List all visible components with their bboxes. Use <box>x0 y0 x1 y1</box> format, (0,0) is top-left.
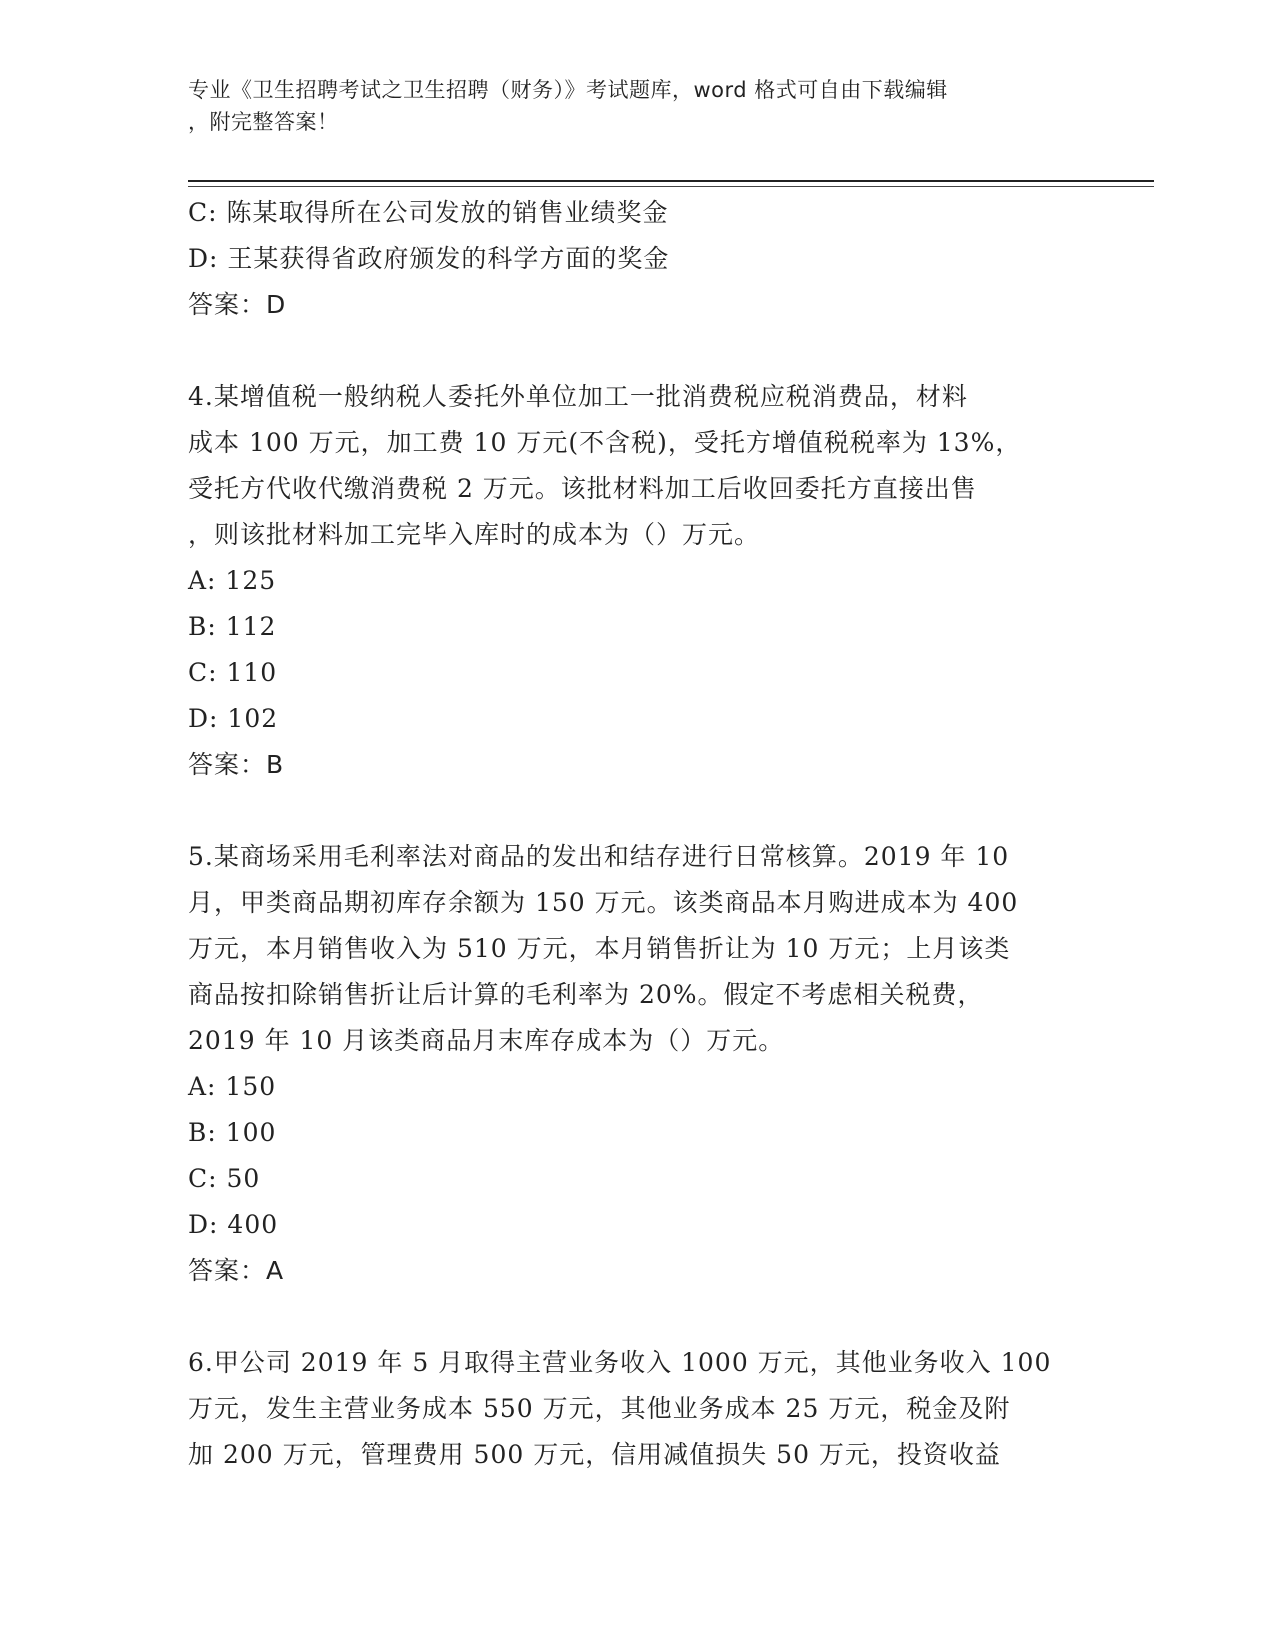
q3-option-d: D: 王某获得省政府颁发的科学方面的奖金 <box>188 244 670 273</box>
header-rule-thick <box>188 180 1154 182</box>
q4-option-d: D: 102 <box>188 704 279 733</box>
document-body <box>188 190 1088 1478</box>
q4-option-c: C: 110 <box>188 658 278 687</box>
q5-option-b: B: 100 <box>188 1118 277 1147</box>
q4-option-b: B: 112 <box>188 612 277 641</box>
document-header <box>188 74 1068 138</box>
q5-stem-line-4: 商品按扣除销售折让后计算的毛利率为 20%。假定不考虑相关税费， <box>188 980 984 1009</box>
q6-stem-line-1: 6.甲公司 2019 年 5 月取得主营业务收入 1000 万元，其他业务收入 100 <box>188 1348 1052 1377</box>
q4-option-a: A: 125 <box>188 566 277 595</box>
q5-stem-line-1: 5.某商场采用毛利率法对商品的发出和结存进行日常核算。2019 年 10 <box>188 842 1010 871</box>
spacer <box>188 788 1088 834</box>
spacer <box>188 328 1088 374</box>
q6-stem-line-2: 万元，发生主营业务成本 550 万元，其他业务成本 25 万元，税金及附 <box>188 1394 1011 1423</box>
q5-answer: 答案：A <box>188 1256 285 1285</box>
q5-option-c: C: 50 <box>188 1164 261 1193</box>
q5-option-d: D: 400 <box>188 1210 279 1239</box>
q3-answer: 答案：D <box>188 290 287 319</box>
q4-stem-line-1: 4.某增值税一般纳税人委托外单位加工一批消费税应税消费品，材料 <box>188 382 968 411</box>
q3-option-c: C: 陈某取得所在公司发放的销售业绩奖金 <box>188 198 669 227</box>
header-line-1: 专业《卫生招聘考试之卫生招聘（财务）》考试题库，word 格式可自由下载编辑 <box>188 78 948 102</box>
q4-stem-line-3: 受托方代收代缴消费税 2 万元。该批材料加工后收回委托方直接出售 <box>188 474 977 503</box>
q5-stem-line-2: 月，甲类商品期初库存余额为 150 万元。该类商品本月购进成本为 400 <box>188 888 1019 917</box>
q5-stem-line-3: 万元，本月销售收入为 510 万元，本月销售折让为 10 万元；上月该类 <box>188 934 1011 963</box>
header-rule-thin <box>188 186 1154 187</box>
q5-stem-line-5: 2019 年 10 月该类商品月末库存成本为（）万元。 <box>188 1026 785 1055</box>
q5-option-a: A: 150 <box>188 1072 277 1101</box>
q4-stem-line-4: ，则该批材料加工完毕入库时的成本为（）万元。 <box>188 520 761 549</box>
q4-stem-line-2: 成本 100 万元，加工费 10 万元(不含税)，受托方增值税税率为 13%， <box>188 428 1022 457</box>
q6-stem-line-3: 加 200 万元，管理费用 500 万元，信用减值损失 50 万元，投资收益 <box>188 1440 1001 1469</box>
header-line-2: ，附完整答案！ <box>188 110 339 134</box>
spacer <box>188 1294 1088 1340</box>
q4-answer: 答案：B <box>188 750 285 779</box>
